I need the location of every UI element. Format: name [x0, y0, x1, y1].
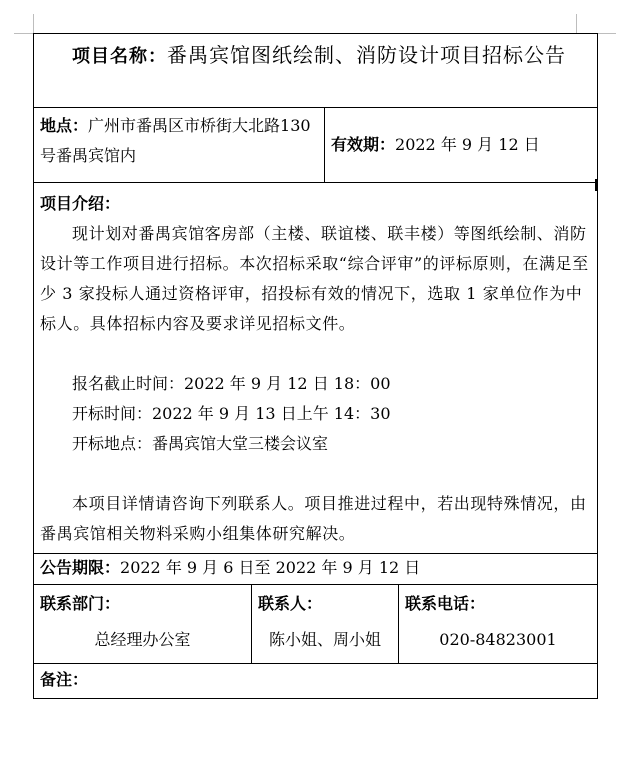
contact-person-label: 联系人：	[258, 594, 323, 613]
contact-dept-value: 总经理办公室	[94, 630, 191, 649]
contact-phone-value: 020-84823001	[439, 630, 557, 649]
remark-cell	[34, 664, 598, 699]
intro-label: 项目介绍：	[40, 194, 121, 213]
contact-note: 本项目详情请咨询下列联系人。项目推进过程中，若出现特殊情况，由番禺宾馆相关物料采购小组集体研究解决。	[40, 494, 587, 543]
spacer	[40, 339, 591, 369]
location-label: 地点：	[40, 116, 89, 135]
project-name-value: 番禺宾馆图纸绘制、消防设计项目招标公告	[167, 43, 566, 67]
period-cell	[34, 554, 598, 585]
contact-person-cell	[252, 585, 399, 664]
contact-dept-cell	[34, 585, 252, 664]
spacer	[40, 459, 591, 489]
crop-mark-top-right-h	[597, 33, 616, 34]
period-label: 公告期限：	[40, 558, 121, 577]
location-row	[34, 108, 598, 183]
period-value: 2022 年 9 月 6 日至 2022 年 9 月 12 日	[120, 558, 421, 577]
contact-phone-cell	[399, 585, 598, 664]
location-cell	[34, 108, 325, 183]
contact-person-value: 陈小姐、周小姐	[268, 630, 381, 649]
remark-label: 备注：	[40, 670, 89, 689]
notice-table	[33, 33, 598, 699]
validity-value: 2022 年 9 月 12 日	[395, 135, 540, 154]
intro-cell	[34, 183, 598, 554]
remark-row	[34, 664, 598, 699]
validity-cell	[325, 108, 598, 183]
title-row	[34, 34, 598, 108]
bid-opening-place: 开标地点：番禺宾馆大堂三楼会议室	[72, 434, 329, 453]
intro-row	[34, 183, 598, 554]
validity-label: 有效期：	[331, 135, 396, 154]
title-cell	[34, 34, 598, 108]
registration-deadline: 报名截止时间：2022 年 9 月 12 日 18：00	[72, 374, 391, 393]
contact-dept-label: 联系部门：	[40, 594, 121, 613]
crop-mark-top-right-v	[576, 14, 577, 33]
contact-row	[34, 585, 598, 664]
crop-mark-top-left-h	[14, 33, 33, 34]
crop-mark-top-left-v	[33, 14, 34, 33]
project-name-label: 项目名称：	[72, 46, 167, 67]
contact-phone-label: 联系电话：	[405, 594, 486, 613]
intro-paragraph: 现计划对番禺宾馆客房部（主楼、联谊楼、联丰楼）等图纸绘制、消防设计等工作项目进行招标。本次招标采取“综合评审”的评标原则，在满足至少 3 家投标人通过资格评审，招投标有效的情况下，选取 1 家单位作为中标人。具体招标内容及要求详见招标文件。	[40, 224, 589, 333]
bid-opening-time: 开标时间：2022 年 9 月 13 日上午 14：30	[72, 404, 391, 423]
period-row	[34, 554, 598, 585]
location-value: 广州市番禺区市桥街大北路130号番禺宾馆内	[40, 116, 311, 165]
text-cursor-mark	[595, 179, 598, 191]
